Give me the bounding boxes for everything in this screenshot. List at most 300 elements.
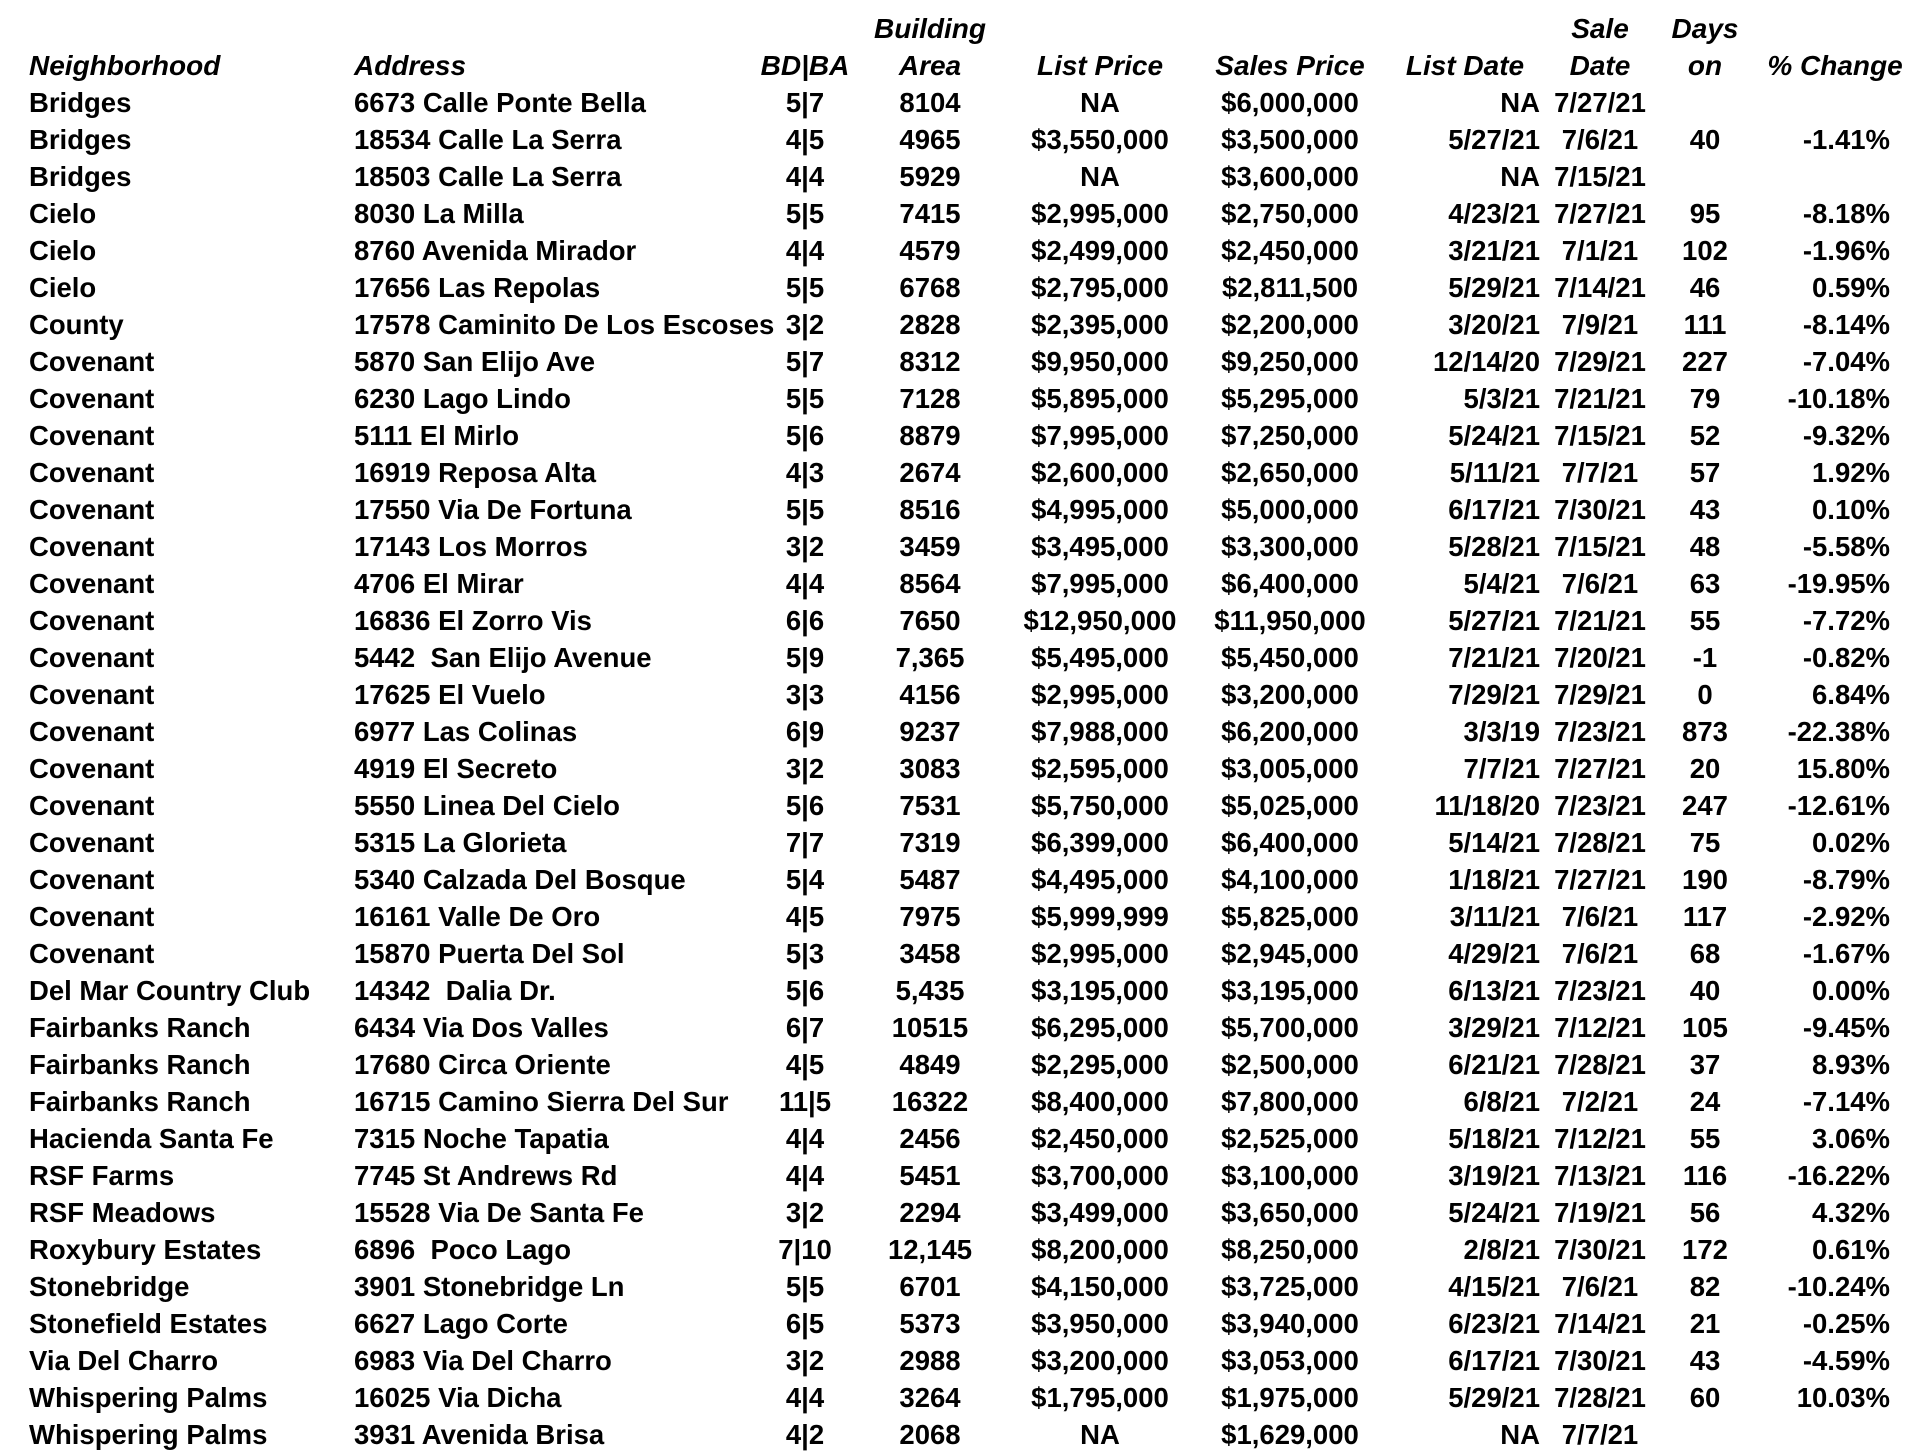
cell-building-area: 4849 — [899, 1049, 961, 1080]
cell-list-date: 3/20/21 — [1448, 309, 1540, 340]
cell-sales-price: $2,945,000 — [1221, 938, 1359, 969]
cell-pct-change: -7.14% — [1802, 1086, 1890, 1117]
cell-days-on: 40 — [1689, 975, 1721, 1006]
cell-bdba: 7|7 — [785, 827, 825, 858]
cell-neighborhood: Covenant — [29, 827, 155, 858]
header-pct-change: % Change — [1767, 50, 1903, 81]
cell-list-price: $8,200,000 — [1031, 1234, 1169, 1265]
cell-days-on: 873 — [1682, 716, 1728, 747]
header-row — [0, 47, 1920, 84]
cell-sales-price: $5,000,000 — [1221, 494, 1359, 525]
cell-sales-price: $8,250,000 — [1221, 1234, 1359, 1265]
cell-building-area: 2674 — [899, 457, 961, 488]
cell-neighborhood: Covenant — [29, 383, 155, 414]
cell-sale-date: 7/9/21 — [1561, 309, 1639, 340]
cell-pct-change: 3.06% — [1812, 1123, 1890, 1154]
cell-list-price: $5,750,000 — [1031, 790, 1169, 821]
cell-sales-price: $3,195,000 — [1221, 975, 1359, 1006]
cell-bdba: 5|5 — [785, 272, 825, 303]
cell-list-date: NA — [1500, 1419, 1540, 1450]
cell-neighborhood: Hacienda Santa Fe — [29, 1123, 274, 1154]
cell-building-area: 12,145 — [887, 1234, 973, 1265]
cell-days-on: 24 — [1689, 1086, 1721, 1117]
cell-list-price: $4,995,000 — [1031, 494, 1169, 525]
cell-list-date: 6/8/21 — [1463, 1086, 1540, 1117]
cell-sales-price: $3,500,000 — [1221, 124, 1359, 155]
cell-days-on: 116 — [1682, 1160, 1728, 1191]
cell-list-date: 6/23/21 — [1448, 1308, 1540, 1339]
cell-neighborhood: Bridges — [29, 87, 132, 118]
cell-building-area: 3083 — [899, 753, 961, 784]
cell-sale-date: 7/27/21 — [1554, 198, 1646, 229]
cell-building-area: 16322 — [891, 1086, 969, 1117]
cell-bdba: 4|4 — [785, 235, 825, 266]
cell-neighborhood: Whispering Palms — [29, 1419, 268, 1450]
cell-building-area: 6701 — [899, 1271, 961, 1302]
cell-list-price: $7,995,000 — [1031, 568, 1169, 599]
cell-address: 18534 Calle La Serra — [354, 124, 622, 155]
cell-pct-change: -1.96% — [1802, 235, 1890, 266]
cell-address: 6673 Calle Ponte Bella — [354, 87, 646, 118]
cell-list-date: 3/3/19 — [1463, 716, 1540, 747]
cell-sale-date: 7/23/21 — [1554, 975, 1646, 1006]
cell-bdba: 3|2 — [785, 753, 825, 784]
cell-list-price: $4,495,000 — [1031, 864, 1169, 895]
cell-sales-price: $5,295,000 — [1221, 383, 1359, 414]
cell-sale-date: 7/27/21 — [1554, 87, 1646, 118]
cell-neighborhood: Via Del Charro — [29, 1345, 219, 1376]
cell-list-price: NA — [1080, 87, 1120, 118]
cell-sale-date: 7/6/21 — [1561, 568, 1639, 599]
cell-bdba: 7|10 — [778, 1234, 832, 1265]
cell-pct-change: -4.59% — [1802, 1345, 1890, 1376]
table-row — [0, 528, 1920, 565]
cell-neighborhood: Roxybury Estates — [29, 1234, 262, 1265]
table-row — [0, 824, 1920, 861]
cell-list-date: 5/4/21 — [1463, 568, 1540, 599]
cell-pct-change: -10.18% — [1787, 383, 1890, 414]
cell-sales-price: $2,525,000 — [1221, 1123, 1359, 1154]
cell-days-on: 43 — [1689, 494, 1721, 525]
cell-list-price: $1,795,000 — [1031, 1382, 1169, 1413]
cell-sales-price: $4,100,000 — [1221, 864, 1359, 895]
cell-bdba: 3|2 — [785, 1345, 825, 1376]
cell-neighborhood: Covenant — [29, 864, 155, 895]
cell-list-date: 3/11/21 — [1449, 901, 1540, 932]
cell-pct-change: 0.61% — [1812, 1234, 1890, 1265]
cell-sale-date: 7/19/21 — [1554, 1197, 1646, 1228]
cell-list-price: $2,595,000 — [1031, 753, 1169, 784]
header-area: Area — [898, 50, 962, 81]
cell-neighborhood: Bridges — [29, 124, 132, 155]
cell-sale-date: 7/20/21 — [1554, 642, 1646, 673]
cell-days-on: 190 — [1682, 864, 1728, 895]
cell-sale-date: 7/7/21 — [1561, 457, 1639, 488]
cell-pct-change: -8.14% — [1802, 309, 1890, 340]
cell-building-area: 2828 — [899, 309, 961, 340]
cell-days-on: 79 — [1689, 383, 1721, 414]
cell-sales-price: $6,000,000 — [1221, 87, 1359, 118]
cell-neighborhood: Cielo — [29, 272, 97, 303]
table-row — [0, 454, 1920, 491]
cell-list-date: 5/24/21 — [1448, 1197, 1540, 1228]
cell-neighborhood: Covenant — [29, 901, 155, 932]
cell-list-price: $2,600,000 — [1031, 457, 1169, 488]
cell-building-area: 5373 — [899, 1308, 961, 1339]
cell-address: 6434 Via Dos Valles — [354, 1012, 609, 1043]
cell-building-area: 5,435 — [895, 975, 965, 1006]
cell-neighborhood: Cielo — [29, 235, 97, 266]
cell-neighborhood: Covenant — [29, 420, 155, 451]
cell-sale-date: 7/12/21 — [1554, 1012, 1646, 1043]
cell-building-area: 5451 — [899, 1160, 961, 1191]
cell-bdba: 5|5 — [785, 383, 825, 414]
header-area-top: Building — [874, 13, 986, 44]
cell-sales-price: $2,811,500 — [1221, 272, 1359, 303]
cell-days-on: 0 — [1697, 679, 1713, 710]
cell-address: 16715 Camino Sierra Del Sur — [354, 1086, 729, 1117]
cell-sales-price: $11,950,000 — [1214, 605, 1366, 636]
header-days: on — [1687, 50, 1723, 81]
table-row — [0, 1157, 1920, 1194]
cell-bdba: 11|5 — [778, 1086, 832, 1117]
cell-sale-date: 7/21/21 — [1554, 605, 1646, 636]
cell-sale-date: 7/29/21 — [1554, 679, 1646, 710]
cell-sale-date: 7/12/21 — [1554, 1123, 1646, 1154]
cell-pct-change: 0.10% — [1812, 494, 1890, 525]
cell-sale-date: 7/28/21 — [1554, 1382, 1646, 1413]
cell-list-price: $2,795,000 — [1031, 272, 1169, 303]
cell-list-date: 6/21/21 — [1448, 1049, 1540, 1080]
cell-pct-change: 1.92% — [1812, 457, 1890, 488]
cell-list-price: $12,950,000 — [1023, 605, 1177, 636]
cell-list-date: 5/29/21 — [1448, 272, 1540, 303]
cell-bdba: 5|7 — [785, 346, 825, 377]
cell-sale-date: 7/14/21 — [1554, 1308, 1646, 1339]
cell-address: 4919 El Secreto — [354, 753, 558, 784]
cell-pct-change — [1760, 84, 1890, 121]
cell-neighborhood: Covenant — [29, 938, 155, 969]
cell-building-area: 5487 — [899, 864, 961, 895]
table-row — [0, 121, 1920, 158]
cell-address: 6230 Lago Lindo — [354, 383, 571, 414]
cell-building-area: 7975 — [899, 901, 961, 932]
cell-pct-change — [1760, 158, 1890, 195]
cell-pct-change: -8.79% — [1802, 864, 1890, 895]
cell-neighborhood: Covenant — [29, 346, 155, 377]
cell-building-area: 4156 — [899, 679, 961, 710]
cell-address: 6896 Poco Lago — [354, 1234, 572, 1265]
cell-list-price: $6,399,000 — [1031, 827, 1169, 858]
cell-building-area: 3459 — [899, 531, 961, 562]
cell-list-date: 4/23/21 — [1448, 198, 1540, 229]
table-row — [0, 1231, 1920, 1268]
cell-pct-change: 0.59% — [1812, 272, 1890, 303]
cell-building-area: 7415 — [899, 198, 961, 229]
cell-building-area: 4965 — [899, 124, 961, 155]
cell-pct-change: -0.25% — [1802, 1308, 1890, 1339]
table-row — [0, 602, 1920, 639]
cell-address: 16836 El Zorro Vis — [354, 605, 592, 636]
cell-address: 5550 Linea Del Cielo — [354, 790, 620, 821]
cell-list-price: $5,999,999 — [1031, 901, 1169, 932]
cell-list-date: 5/11/21 — [1449, 457, 1540, 488]
cell-list-price: $3,495,000 — [1031, 531, 1169, 562]
cell-list-date: 5/27/21 — [1448, 605, 1540, 636]
cell-list-price: $7,995,000 — [1031, 420, 1169, 451]
cell-bdba: 4|3 — [785, 457, 825, 488]
cell-neighborhood: Cielo — [29, 198, 97, 229]
cell-neighborhood: Fairbanks Ranch — [29, 1049, 251, 1080]
cell-list-date: 11/18/20 — [1434, 790, 1540, 821]
cell-address: 16025 Via Dicha — [354, 1382, 562, 1413]
cell-pct-change: -1.41% — [1802, 124, 1890, 155]
cell-address: 17625 El Vuelo — [354, 679, 546, 710]
cell-sale-date: 7/23/21 — [1554, 716, 1646, 747]
cell-bdba: 4|5 — [785, 124, 825, 155]
cell-days-on — [1650, 1416, 1760, 1453]
cell-list-date: 6/13/21 — [1448, 975, 1540, 1006]
cell-neighborhood: Covenant — [29, 457, 155, 488]
cell-address: 17680 Circa Oriente — [354, 1049, 611, 1080]
cell-sales-price: $3,005,000 — [1221, 753, 1359, 784]
cell-pct-change: -1.67% — [1802, 938, 1890, 969]
table-row — [0, 676, 1920, 713]
cell-list-date: 5/29/21 — [1448, 1382, 1540, 1413]
cell-list-price: $6,295,000 — [1031, 1012, 1169, 1043]
cell-list-date: 6/17/21 — [1448, 1345, 1540, 1376]
table-row — [0, 565, 1920, 602]
cell-building-area: 7128 — [899, 383, 961, 414]
cell-bdba: 5|4 — [785, 864, 825, 895]
cell-address: 6983 Via Del Charro — [354, 1345, 612, 1376]
table-row — [0, 639, 1920, 676]
cell-days-on: 55 — [1689, 605, 1721, 636]
cell-address: 8030 La Milla — [354, 198, 524, 229]
cell-sales-price: $2,450,000 — [1221, 235, 1359, 266]
cell-pct-change: 15.80% — [1796, 753, 1890, 784]
table-row — [0, 417, 1920, 454]
cell-building-area: 2456 — [899, 1123, 961, 1154]
cell-sale-date: 7/28/21 — [1554, 827, 1646, 858]
cell-building-area: 8104 — [899, 87, 961, 118]
cell-sale-date: 7/6/21 — [1561, 124, 1639, 155]
table-row — [0, 232, 1920, 269]
cell-list-date: 5/18/21 — [1448, 1123, 1540, 1154]
cell-sale-date: 7/15/21 — [1554, 161, 1646, 192]
cell-pct-change: -16.22% — [1787, 1160, 1890, 1191]
cell-list-price: $3,950,000 — [1031, 1308, 1169, 1339]
cell-pct-change: 0.02% — [1812, 827, 1890, 858]
cell-pct-change: -5.58% — [1802, 531, 1890, 562]
cell-address: 17550 Via De Fortuna — [354, 494, 632, 525]
cell-neighborhood: Covenant — [29, 605, 155, 636]
cell-pct-change: 10.03% — [1796, 1382, 1890, 1413]
cell-days-on: 48 — [1689, 531, 1721, 562]
cell-days-on: 57 — [1689, 457, 1721, 488]
header-bdba: BD|BA — [760, 50, 850, 81]
cell-sale-date: 7/28/21 — [1554, 1049, 1646, 1080]
table-row — [0, 1009, 1920, 1046]
cell-list-price: $2,395,000 — [1031, 309, 1169, 340]
header-list-date: List Date — [1405, 50, 1525, 81]
cell-address: 18503 Calle La Serra — [354, 161, 622, 192]
table-row — [0, 750, 1920, 787]
cell-building-area: 10515 — [891, 1012, 969, 1043]
cell-sales-price: $3,053,000 — [1221, 1345, 1359, 1376]
cell-address: 15528 Via De Santa Fe — [354, 1197, 644, 1228]
cell-address: 16161 Valle De Oro — [354, 901, 601, 932]
cell-days-on: 172 — [1682, 1234, 1728, 1265]
cell-address: 5315 La Glorieta — [354, 827, 567, 858]
header-sales-price: Sales Price — [1215, 50, 1365, 81]
header-neighborhood: Neighborhood — [29, 50, 221, 81]
cell-sale-date: 7/30/21 — [1554, 494, 1646, 525]
cell-days-on: 56 — [1689, 1197, 1721, 1228]
table-row — [0, 713, 1920, 750]
cell-list-date: 4/29/21 — [1448, 938, 1540, 969]
cell-address: 8760 Avenida Mirador — [354, 235, 637, 266]
cell-list-price: $3,200,000 — [1031, 1345, 1169, 1376]
header-sale-date-top: Sale — [1571, 13, 1629, 44]
cell-bdba: 5|9 — [785, 642, 825, 673]
cell-sales-price: $5,825,000 — [1221, 901, 1359, 932]
cell-sale-date: 7/30/21 — [1554, 1345, 1646, 1376]
cell-bdba: 6|9 — [785, 716, 825, 747]
table-row — [0, 269, 1920, 306]
cell-days-on: 60 — [1689, 1382, 1721, 1413]
cell-address: 5111 El Mirlo — [354, 420, 520, 451]
cell-address: 17578 Caminito De Los Escoses — [354, 309, 775, 340]
cell-neighborhood: RSF Meadows — [29, 1197, 216, 1228]
cell-sale-date: 7/6/21 — [1561, 901, 1639, 932]
cell-neighborhood: Covenant — [29, 494, 155, 525]
cell-sales-price: $2,750,000 — [1221, 198, 1359, 229]
cell-address: 3931 Avenida Brisa — [354, 1419, 605, 1450]
cell-pct-change — [1760, 1416, 1890, 1453]
cell-days-on: 68 — [1689, 938, 1721, 969]
cell-sale-date: 7/27/21 — [1554, 753, 1646, 784]
cell-sales-price: $7,250,000 — [1221, 420, 1359, 451]
cell-neighborhood: RSF Farms — [29, 1160, 175, 1191]
cell-list-price: $2,499,000 — [1031, 235, 1169, 266]
cell-list-price: $2,995,000 — [1031, 679, 1169, 710]
cell-list-date: 1/18/21 — [1448, 864, 1540, 895]
cell-list-price: $7,988,000 — [1031, 716, 1169, 747]
cell-list-date: 5/24/21 — [1448, 420, 1540, 451]
cell-address: 4706 El Mirar — [354, 568, 524, 599]
cell-neighborhood: Fairbanks Ranch — [29, 1086, 251, 1117]
cell-list-date: 5/28/21 — [1448, 531, 1540, 562]
cell-building-area: 8879 — [899, 420, 961, 451]
cell-sale-date: 7/30/21 — [1554, 1234, 1646, 1265]
cell-sales-price: $3,940,000 — [1221, 1308, 1359, 1339]
cell-list-price: $3,195,000 — [1031, 975, 1169, 1006]
cell-pct-change: -8.18% — [1802, 198, 1890, 229]
cell-days-on — [1650, 84, 1760, 121]
cell-sales-price: $5,700,000 — [1221, 1012, 1359, 1043]
cell-building-area: 3458 — [899, 938, 961, 969]
cell-list-date: NA — [1500, 87, 1540, 118]
cell-list-price: $8,400,000 — [1031, 1086, 1169, 1117]
cell-neighborhood: Bridges — [29, 161, 132, 192]
table-row — [0, 195, 1920, 232]
cell-pct-change: -0.82% — [1802, 642, 1890, 673]
cell-sales-price: $3,600,000 — [1221, 161, 1359, 192]
cell-pct-change: -7.72% — [1802, 605, 1890, 636]
cell-sales-price: $2,200,000 — [1221, 309, 1359, 340]
header-days-top: Days — [1671, 13, 1739, 44]
table-row — [0, 84, 1920, 121]
table-row — [0, 1342, 1920, 1379]
cell-bdba: 5|5 — [785, 494, 825, 525]
cell-sale-date: 7/21/21 — [1554, 383, 1646, 414]
cell-bdba: 4|4 — [785, 1123, 825, 1154]
cell-neighborhood: Covenant — [29, 716, 155, 747]
cell-sales-price: $6,400,000 — [1221, 568, 1359, 599]
cell-sale-date: 7/6/21 — [1561, 938, 1639, 969]
cell-pct-change: -7.04% — [1802, 346, 1890, 377]
table-row — [0, 380, 1920, 417]
cell-bdba: 5|7 — [785, 87, 825, 118]
cell-address: 7315 Noche Tapatia — [354, 1123, 609, 1154]
cell-building-area: 3264 — [899, 1382, 961, 1413]
cell-days-on: 55 — [1689, 1123, 1721, 1154]
cell-days-on: 21 — [1689, 1308, 1721, 1339]
cell-list-date: 3/29/21 — [1448, 1012, 1540, 1043]
cell-building-area: 9237 — [899, 716, 961, 747]
cell-list-date: 7/21/21 — [1448, 642, 1540, 673]
cell-list-date: 5/14/21 — [1448, 827, 1540, 858]
cell-sales-price: $7,800,000 — [1221, 1086, 1359, 1117]
cell-bdba: 3|3 — [785, 679, 825, 710]
cell-bdba: 4|4 — [785, 568, 825, 599]
cell-sales-price: $1,629,000 — [1221, 1419, 1359, 1450]
cell-bdba: 4|4 — [785, 1160, 825, 1191]
cell-address: 6977 Las Colinas — [354, 716, 578, 747]
cell-list-date: NA — [1500, 161, 1540, 192]
cell-building-area: 7531 — [899, 790, 961, 821]
cell-days-on: 52 — [1689, 420, 1721, 451]
cell-neighborhood: Covenant — [29, 642, 155, 673]
cell-pct-change: -9.45% — [1802, 1012, 1890, 1043]
cell-address: 7745 St Andrews Rd — [354, 1160, 618, 1191]
cell-bdba: 5|6 — [785, 975, 825, 1006]
cell-address: 14342 Dalia Dr. — [354, 975, 556, 1006]
cell-bdba: 4|5 — [785, 901, 825, 932]
cell-bdba: 6|6 — [785, 605, 825, 636]
cell-list-price: $2,295,000 — [1031, 1049, 1169, 1080]
cell-days-on: 37 — [1689, 1049, 1721, 1080]
cell-sales-price: $1,975,000 — [1221, 1382, 1359, 1413]
table-row — [0, 898, 1920, 935]
table-row — [0, 491, 1920, 528]
cell-sale-date: 7/7/21 — [1561, 1419, 1639, 1450]
cell-list-date: 2/8/21 — [1463, 1234, 1540, 1265]
cell-neighborhood: Covenant — [29, 568, 155, 599]
cell-days-on: -1 — [1692, 642, 1718, 673]
cell-days-on: 227 — [1682, 346, 1728, 377]
table-row — [0, 1416, 1920, 1453]
table-row — [0, 1268, 1920, 1305]
cell-pct-change: -2.92% — [1802, 901, 1890, 932]
cell-days-on: 40 — [1689, 124, 1721, 155]
cell-days-on: 82 — [1689, 1271, 1721, 1302]
cell-bdba: 3|2 — [785, 309, 825, 340]
cell-days-on: 75 — [1689, 827, 1721, 858]
cell-building-area: 2988 — [899, 1345, 961, 1376]
cell-days-on: 247 — [1682, 790, 1728, 821]
